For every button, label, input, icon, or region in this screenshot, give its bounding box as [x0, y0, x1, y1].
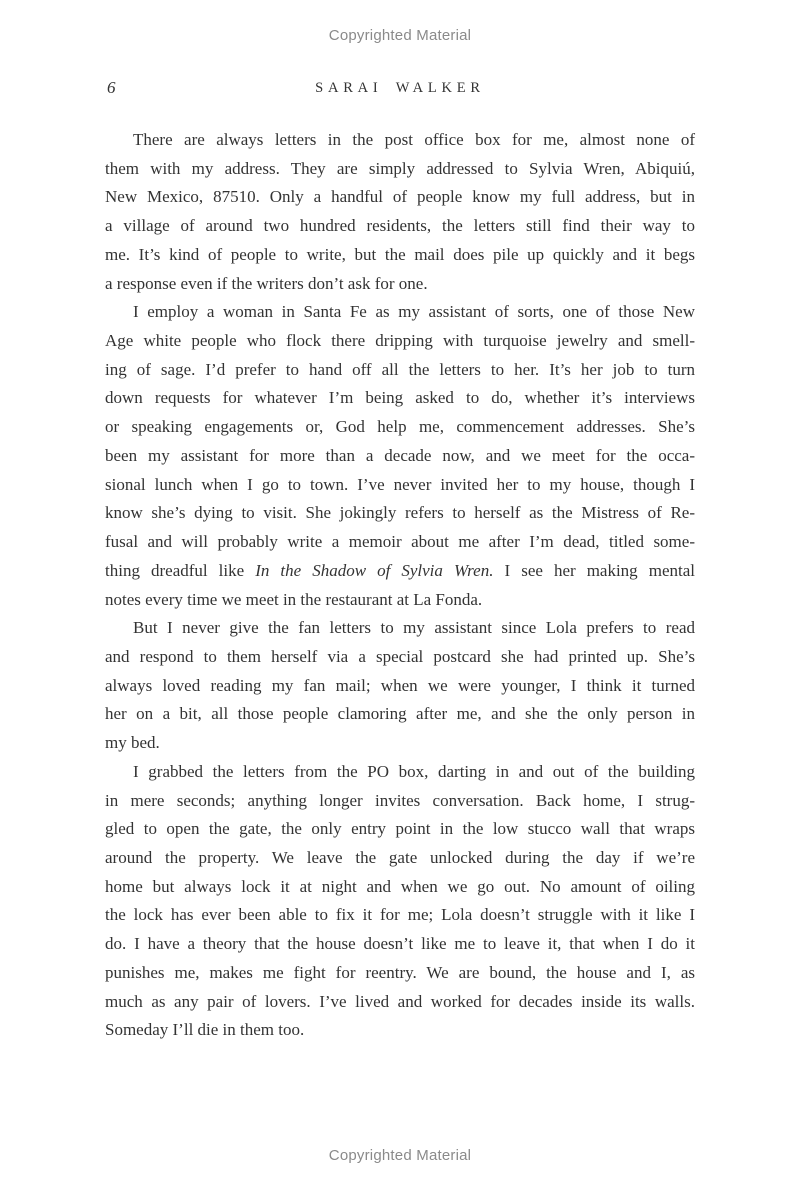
- text-segment: do. I have a theory that the house doesn’t like me to leave it, that when I do it: [105, 934, 695, 954]
- text-segment: I employ a woman in Santa Fe as my assistant of sorts, one of those New: [133, 302, 695, 322]
- text-segment: the lock has ever been able to fix it for me; Lola doesn’t struggle with it like I: [105, 905, 695, 925]
- text-segment: much as any pair of lovers. I’ve lived and worked for decades inside its walls.: [105, 991, 695, 1011]
- italic-book-title: In the Shadow of Sylvia Wren.: [255, 560, 494, 580]
- text-line: [105, 815, 695, 844]
- text-segment: ing of sage. I’d prefer to hand off all the letters to her. It’s her job to turn: [105, 359, 695, 379]
- text-segment: fusal and will probably write a memoir about me after I’m dead, titled some-: [105, 532, 695, 552]
- text-segment: been my assistant for more than a decade now, and we meet for the occa-: [105, 445, 695, 465]
- text-line: [105, 787, 695, 816]
- text-segment: know she’s dying to visit. She jokingly refers to herself as the Mistress of Re-: [105, 503, 695, 523]
- text-segment: sional lunch when I go to town. I’ve never invited her to my house, though I: [105, 474, 695, 494]
- text-line: [105, 959, 695, 988]
- text-segment: her on a bit, all those people clamoring after me, and she the only person in: [105, 704, 695, 724]
- text-line: [105, 126, 695, 155]
- text-segment: thing dreadful like: [105, 560, 256, 580]
- text-line: [105, 528, 695, 557]
- text-segment: notes every time we meet in the restaurant at La Fonda.: [105, 589, 483, 609]
- text-line: [105, 327, 695, 356]
- text-line: [105, 155, 695, 184]
- page-number: 6: [107, 78, 116, 97]
- text-line: [105, 758, 695, 787]
- text-segment: them with my address. They are simply addressed to Sylvia Wren, Abiquiú,: [105, 158, 695, 178]
- text-segment: or speaking engagements or, God help me, commencement addresses. She’s: [105, 417, 695, 437]
- text-line: [105, 844, 695, 873]
- text-segment: Someday I’ll die in them too.: [105, 1020, 305, 1040]
- text-segment: down requests for whatever I’m being asked to do, whether it’s interviews: [105, 388, 695, 408]
- text-segment: I see her making mental: [493, 560, 695, 580]
- text-line: [105, 643, 695, 672]
- text-line: [105, 672, 695, 701]
- page-header: [105, 78, 695, 100]
- text-line: [105, 930, 695, 959]
- text-line: [105, 499, 695, 528]
- text-line: [105, 1016, 695, 1045]
- text-line: [105, 873, 695, 902]
- text-segment: always loved reading my fan mail; when we were younger, I think it turned: [105, 675, 695, 695]
- text-line: [105, 413, 695, 442]
- text-line: [105, 183, 695, 212]
- text-segment: But I never give the fan letters to my assistant since Lola prefers to read: [133, 618, 695, 638]
- text-line: [105, 901, 695, 930]
- text-segment: my bed.: [105, 733, 160, 753]
- text-line: [105, 356, 695, 385]
- text-segment: in mere seconds; anything longer invites conversation. Back home, I strug-: [105, 790, 695, 810]
- text-line: [105, 557, 695, 586]
- text-segment: There are always letters in the post office box for me, almost none of: [133, 130, 695, 149]
- text-line: [105, 212, 695, 241]
- text-segment: home but always lock it at night and when we go out. No amount of oiling: [105, 876, 695, 896]
- text-line: [105, 586, 695, 615]
- text-line: [105, 729, 695, 758]
- text-segment: punishes me, makes me fight for reentry. We are bound, the house and I, as: [105, 962, 695, 982]
- text-line: [105, 988, 695, 1017]
- text-segment: around the property. We leave the gate unlocked during the day if we’re: [105, 847, 695, 867]
- text-segment: a response even if the writers don’t ask for one.: [105, 273, 428, 293]
- text-segment: and respond to them herself via a special postcard she had printed up. She’s: [105, 646, 695, 666]
- text-segment: gled to open the gate, the only entry point in the low stucco wall that wraps: [105, 819, 695, 839]
- text-line: [105, 241, 695, 270]
- text-line: [105, 270, 695, 299]
- text-line: [105, 442, 695, 471]
- text-segment: I grabbed the letters from the PO box, darting in and out of the building: [133, 761, 695, 781]
- running-head-author: SARAI WALKER: [315, 80, 485, 96]
- text-segment: New Mexico, 87510. Only a handful of people know my full address, but in: [105, 187, 695, 207]
- text-line: [105, 614, 695, 643]
- text-segment: me. It’s kind of people to write, but the mail does pile up quickly and it begs: [105, 244, 695, 264]
- copyright-notice-top: Copyrighted Material: [328, 27, 472, 44]
- text-segment: Age white people who flock there dripping with turquoise jewelry and smell-: [105, 331, 695, 351]
- text-line: [105, 471, 695, 500]
- text-line: [105, 384, 695, 413]
- text-segment: a village of around two hundred residents, the letters still find their way to: [105, 216, 695, 236]
- body-text: [105, 126, 695, 1045]
- text-line: [105, 298, 695, 327]
- text-line: [105, 700, 695, 729]
- copyright-notice-bottom: Copyrighted Material: [328, 1147, 472, 1164]
